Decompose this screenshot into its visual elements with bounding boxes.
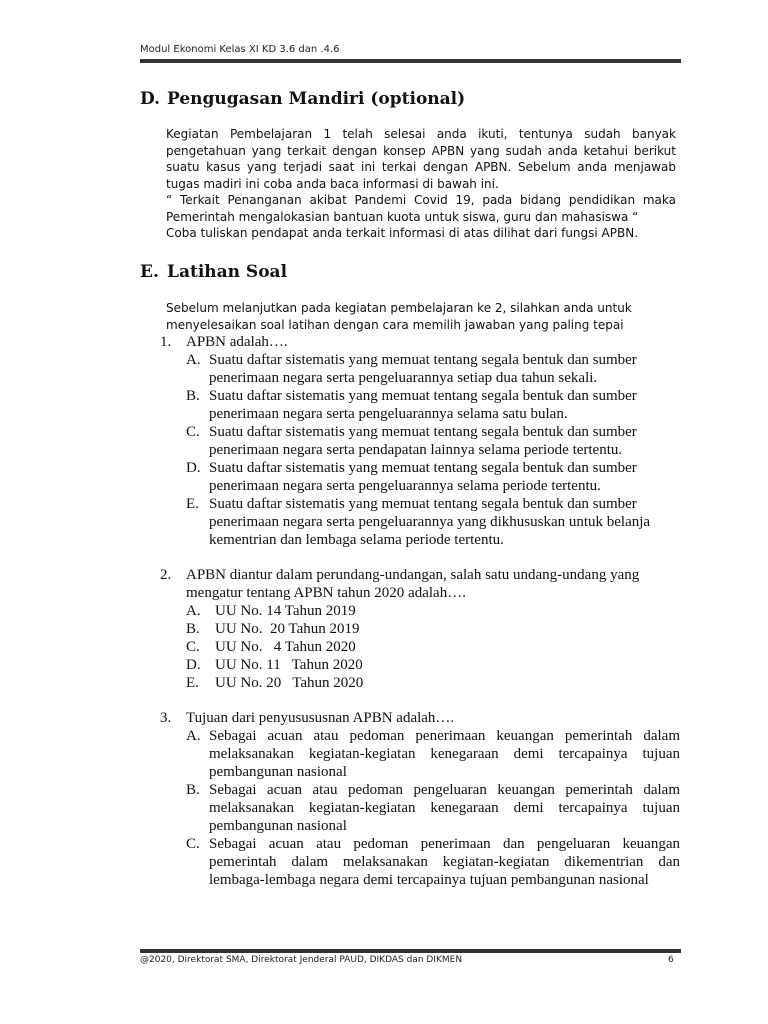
option-letter: B. <box>186 782 200 798</box>
option-c <box>186 835 680 889</box>
option-text: Suatu daftar sistematis yang memuat tentang segala bentuk dan sumber penerimaan negara serta pengeluarannya yang dikhususkan untuk belanja kementrian dan lembaga selama periode tertentu. <box>209 496 651 548</box>
question-number: 3. <box>160 710 172 726</box>
option-text: UU No. 11 Tahun 2020 <box>215 657 363 673</box>
option-text: Suatu daftar sistematis yang memuat tentang segala bentuk dan sumber penerimaan negara serta pendapatan lainnya selama periode tertentu. <box>209 424 637 458</box>
section-d-heading <box>140 89 465 109</box>
section-d-quote: “ Terkait Penanganan akibat Pandemi Covid 19, pada bidang pendidikan maka Pemerintah mengalokasian bantuan kuota untuk siswa, guru dan mahasiswa “ <box>166 193 676 224</box>
option-text: Suatu daftar sistematis yang memuat tentang segala bentuk dan sumber penerimaan negara serta pengeluarannya selama periode tertentu. <box>209 460 637 494</box>
running-header: Modul Ekonomi Kelas XI KD 3.6 dan .4.6 <box>140 44 340 55</box>
option-letter: D. <box>186 657 201 673</box>
option-text: Sebagai acuan atau pedoman penerimaan keuangan pemerintah dalam melaksanakan kegiatan-kegiatan kenegaraan demi tercapainya tujuan pembangunan nasional <box>209 728 680 780</box>
option-c <box>186 423 680 459</box>
option-letter: E. <box>186 496 199 512</box>
option-letter: A. <box>186 603 201 619</box>
option-letter: A. <box>186 728 201 744</box>
option-a <box>186 351 680 387</box>
option-a <box>186 602 680 620</box>
question-3 <box>160 709 680 889</box>
question-text: Tujuan dari penyusususnan APBN adalah…. <box>186 710 455 726</box>
question-number: 1. <box>160 334 172 350</box>
footer-rule <box>140 949 681 953</box>
section-d-title: Pengugasan Mandiri (optional) <box>167 89 466 109</box>
section-e-intro: Sebelum melanjutkan pada kegiatan pembelajaran ke 2, silahkan anda untuk menyelesaikan soal latihan dengan cara memilih jawaban yang paling tepai <box>166 301 632 332</box>
question-text: APBN adalah…. <box>186 334 288 350</box>
section-e-letter: E. <box>140 262 159 282</box>
section-e-title: Latihan Soal <box>167 262 288 282</box>
option-b <box>186 387 680 423</box>
question-number: 2. <box>160 567 172 583</box>
option-letter: D. <box>186 460 201 476</box>
option-letter: C. <box>186 836 200 852</box>
section-d-body <box>166 126 676 242</box>
option-text: Sebagai acuan atau pedoman penerimaan dan pengeluaran keuangan pemerintah dalam melaksanakan kegiatan-kegiatan dikementrian dan lembaga-lembaga negara demi tercapainya tujuan pembangunan nasional <box>209 836 680 888</box>
question-text: APBN diantur dalam perundang-undangan, salah satu undang-undang yang mengatur tentang APBN tahun 2020 adalah…. <box>186 567 640 601</box>
section-e-heading <box>140 262 287 282</box>
section-d-paragraph: Kegiatan Pembelajaran 1 telah selesai anda ikuti, tentunya sudah banyak pengetahuan yang terkait dengan konsep APBN yang sudah anda ketahui berikut suatu kasus yang terjadi saat ini terkai dengan APBN. Sebelum anda menjawab tugas madiri ini coba anda baca informasi di bawah ini. <box>166 127 676 191</box>
option-letter: B. <box>186 388 200 404</box>
header-rule <box>140 59 681 63</box>
option-e <box>186 674 680 692</box>
option-text: UU No. 4 Tahun 2020 <box>215 639 356 655</box>
option-b <box>186 620 680 638</box>
footer-text: @2020, Direktorat SMA, Direktorat Jenderal PAUD, DIKDAS dan DIKMEN <box>140 955 463 965</box>
option-e <box>186 495 680 549</box>
question-2 <box>160 566 680 692</box>
option-letter: A. <box>186 352 201 368</box>
option-letter: C. <box>186 424 200 440</box>
option-text: UU No. 20 Tahun 2019 <box>215 621 360 637</box>
option-text: Suatu daftar sistematis yang memuat tentang segala bentuk dan sumber penerimaan negara serta pengeluarannya setiap dua tahun sekali. <box>209 352 637 386</box>
option-text: Suatu daftar sistematis yang memuat tentang segala bentuk dan sumber penerimaan negara serta pengeluarannya selama satu bulan. <box>209 388 637 422</box>
option-letter: B. <box>186 621 200 637</box>
option-text: Sebagai acuan atau pedoman pengeluaran keuangan pemerintah dalam melaksanakan kegiatan-kegiatan kenegaraan demi tercapainya tujuan pembangunan nasional <box>209 782 680 834</box>
section-d-letter: D. <box>140 89 161 109</box>
page-number: 6 <box>668 955 674 965</box>
question-list <box>160 333 680 889</box>
option-letter: E. <box>186 675 199 691</box>
section-d-instruction: Coba tuliskan pendapat anda terkait informasi di atas dilihat dari fungsi APBN. <box>166 226 639 240</box>
option-a <box>186 727 680 781</box>
question-1 <box>160 333 680 549</box>
option-letter: C. <box>186 639 200 655</box>
option-b <box>186 781 680 835</box>
option-text: UU No. 20 Tahun 2020 <box>215 675 364 691</box>
option-c <box>186 638 680 656</box>
option-d <box>186 656 680 674</box>
option-text: UU No. 14 Tahun 2019 <box>215 603 356 619</box>
option-d <box>186 459 680 495</box>
